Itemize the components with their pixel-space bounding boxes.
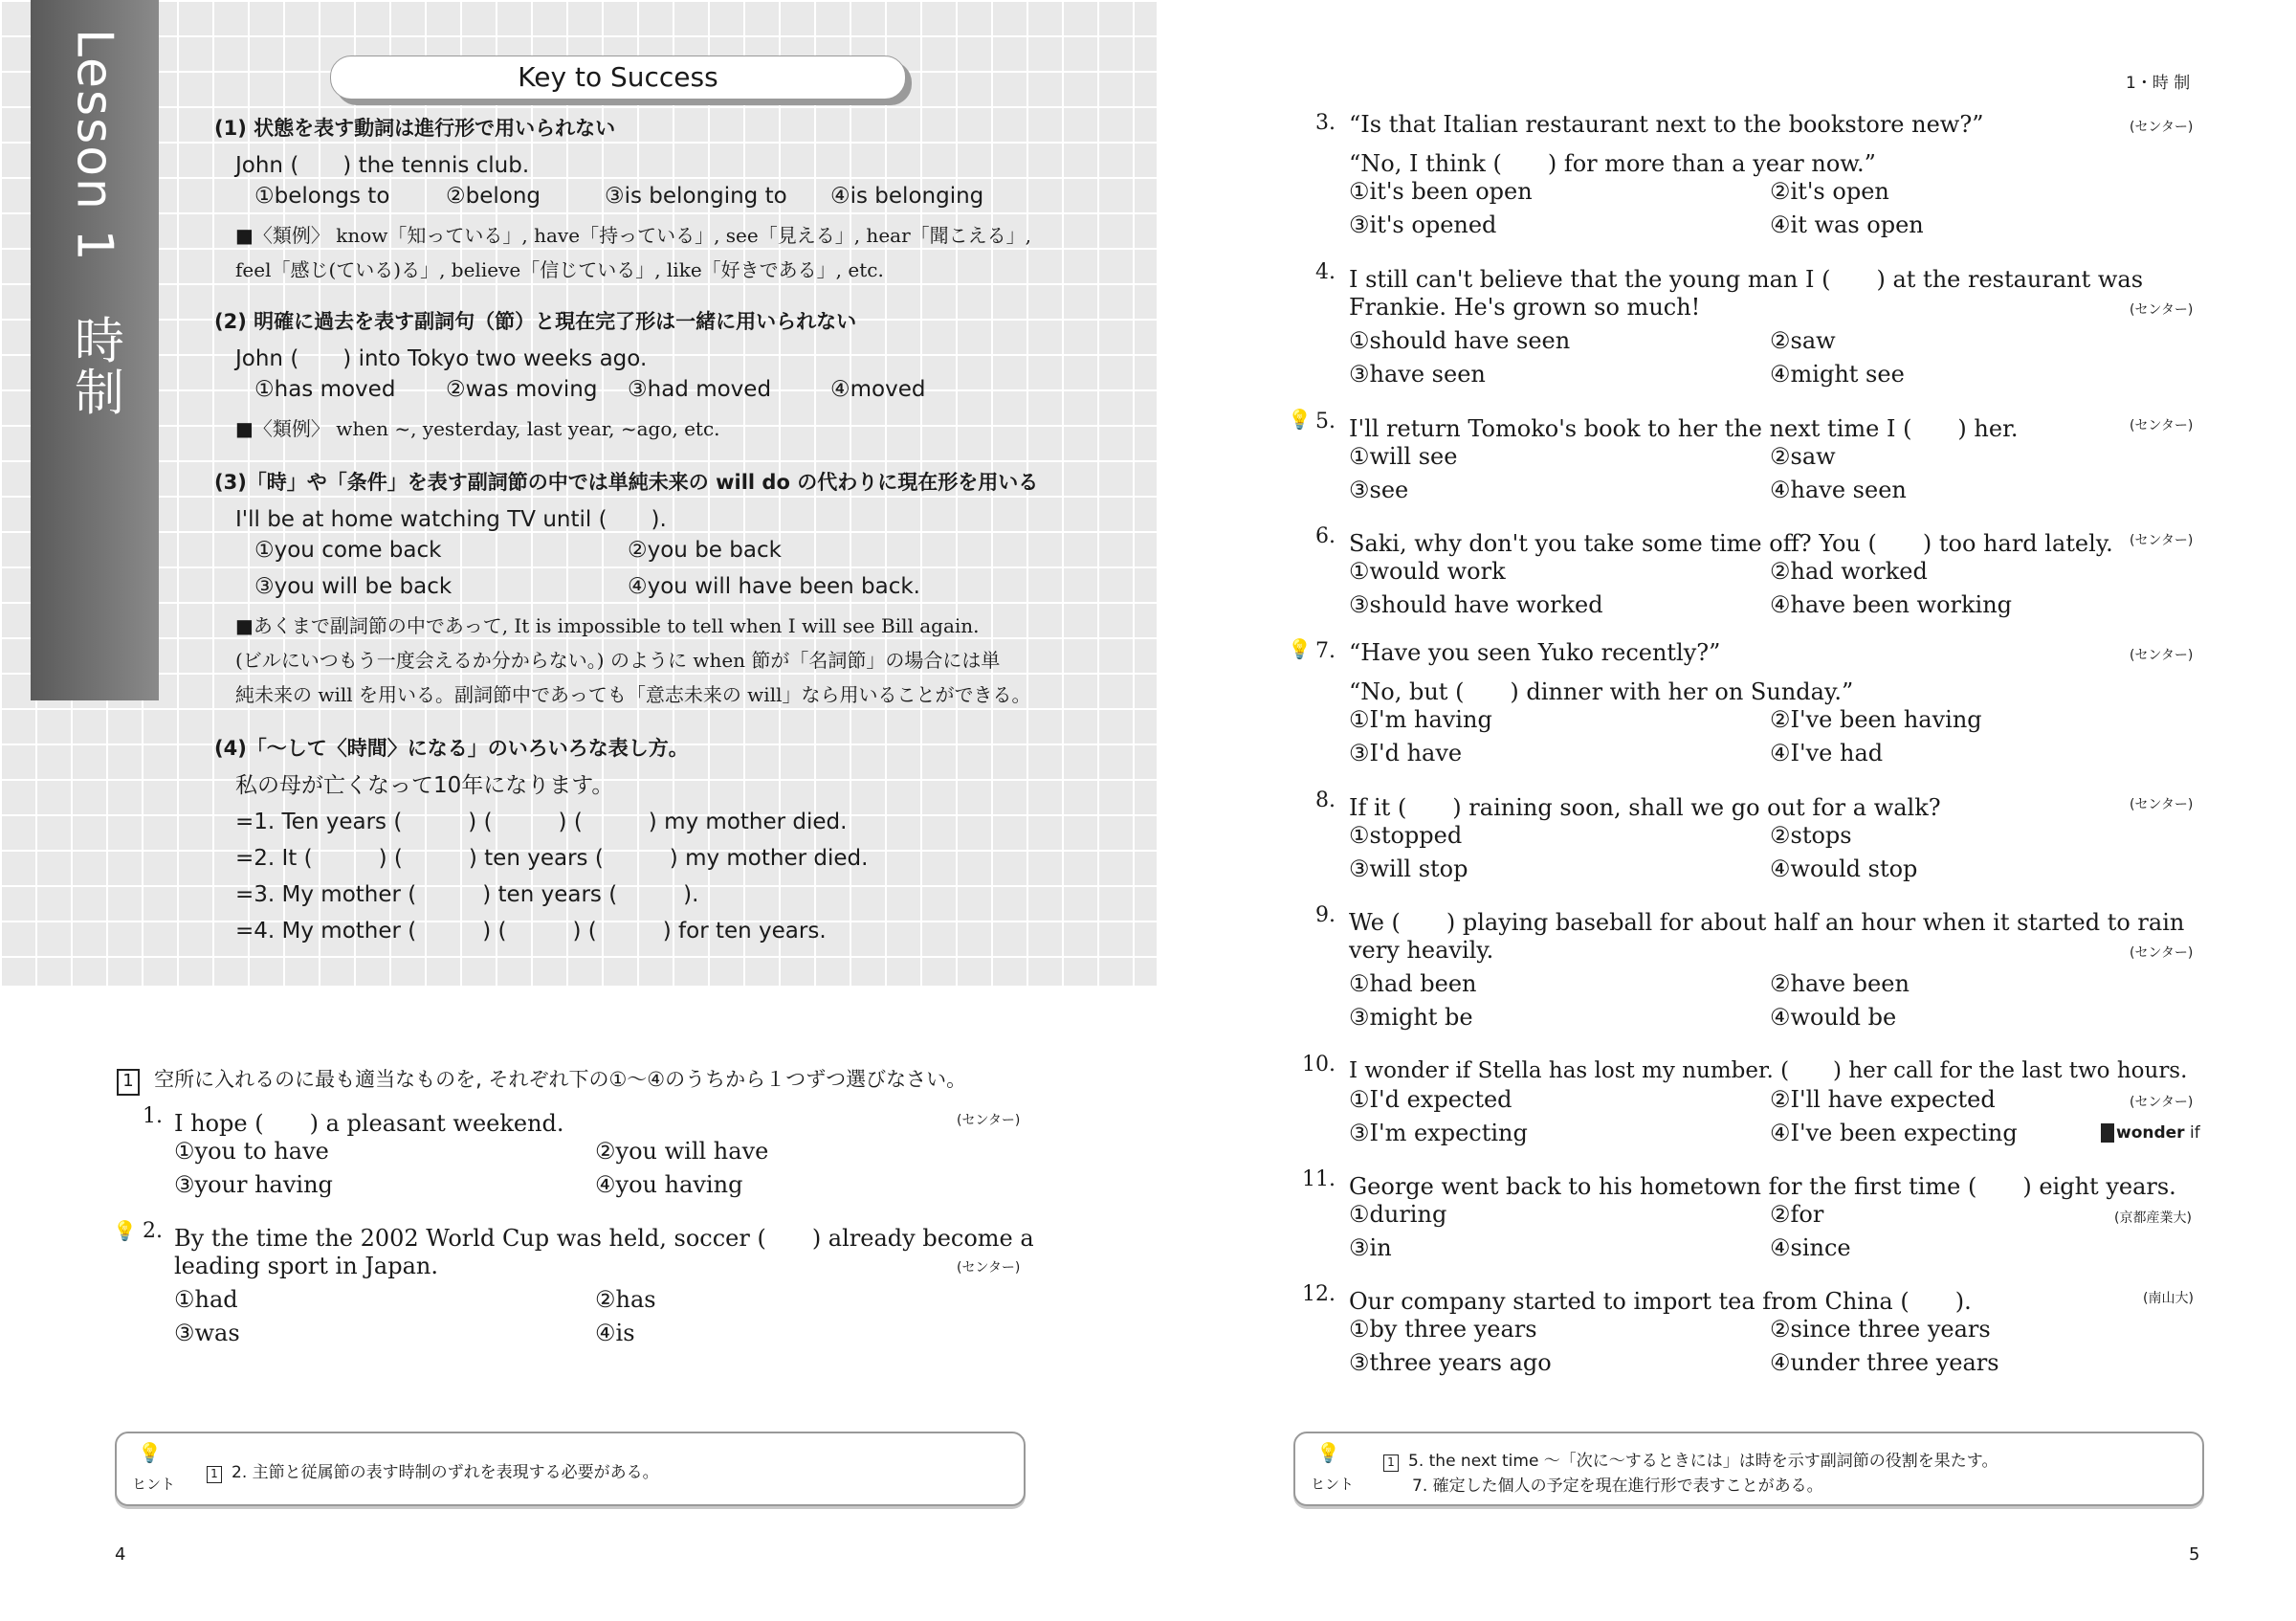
- key-option: ④is belonging: [830, 184, 984, 209]
- key-heading-1: (1) 状態を表す動詞は進行形で用いられない: [214, 117, 616, 140]
- lesson-tab-label: Lesson 1 時制: [65, 29, 123, 418]
- book-icon: [2101, 1123, 2114, 1143]
- answer-option[interactable]: ②had worked: [1770, 558, 1928, 585]
- question-text: George went back to his hometown for the first time ( ) eight years.: [1349, 1173, 2176, 1200]
- question-text: “Is that Italian restaurant next to the bookstore new?”: [1349, 111, 1984, 138]
- key-heading-2: (2) 明確に過去を表す副詞句（節）と現在完了形は一緒に用いられない: [214, 310, 857, 333]
- key-example-1: John ( ) the tennis club.: [235, 153, 530, 178]
- answer-option[interactable]: ②saw: [1770, 327, 1836, 354]
- key-note: ■あくまで副詞節の中であって, It is impossible to tell when I will see Bill again.: [235, 614, 980, 637]
- question-number: 3.: [1315, 111, 1336, 135]
- running-header: 1・時 制: [2126, 74, 2191, 93]
- answer-option[interactable]: ③three years ago: [1349, 1349, 1552, 1376]
- answer-option[interactable]: ①stopped: [1349, 822, 1463, 849]
- question-source: (センター): [2130, 648, 2194, 663]
- question-text: I wonder if Stella has lost my number. ( ) her call for the last two hours.: [1349, 1058, 2188, 1083]
- hint-bulb-icon: 💡: [1288, 408, 1312, 431]
- hint-bulb-icon: 💡: [1288, 637, 1312, 660]
- key-japanese-sentence: 私の母が亡くなって10年になります。: [235, 773, 614, 798]
- question-number: 7.: [1315, 639, 1336, 663]
- section-instruction: [117, 1064, 966, 1096]
- answer-option[interactable]: ①should have seen: [1349, 327, 1571, 354]
- key-note: (ビルにいつもう一度会えるか分からない。) のように when 節が「名詞節」の場合には単: [235, 649, 1001, 672]
- answer-option[interactable]: ②for: [1770, 1201, 1824, 1228]
- answer-option[interactable]: ①would work: [1349, 558, 1506, 585]
- answer-option[interactable]: ④since: [1770, 1234, 1851, 1261]
- section-instruction-text: 空所に入れるのに最も適当なものを, それぞれ下の①～④のうちから１つずつ選びなさい。: [154, 1068, 967, 1091]
- key-option: ①has moved: [254, 377, 396, 402]
- answer-option[interactable]: ②you will have: [595, 1138, 769, 1165]
- answer-option[interactable]: ①you to have: [174, 1138, 329, 1165]
- answer-option[interactable]: ①had: [174, 1286, 238, 1313]
- page-number: 5: [2189, 1544, 2200, 1565]
- answer-option[interactable]: ①I'd expected: [1349, 1086, 1512, 1113]
- question-text: “No, I think ( ) for more than a year now.”: [1349, 150, 1876, 177]
- key-rewrite-line: =3. My mother ( ) ten years ( ).: [235, 882, 699, 907]
- answer-option[interactable]: ②it's open: [1770, 178, 1889, 205]
- question-text: If it ( ) raining soon, shall we go out for a walk?: [1349, 794, 1941, 821]
- key-heading-3: (3)「時」や「条件」を表す副詞節の中では単純未来の will do の代わりに現在形を用いる: [214, 471, 1039, 494]
- answer-option[interactable]: ③I'd have: [1349, 740, 1463, 766]
- answer-option[interactable]: ④under three years: [1770, 1349, 1999, 1376]
- answer-option[interactable]: ②I've been having: [1770, 706, 1982, 733]
- answer-option[interactable]: ①I'm having: [1349, 706, 1492, 733]
- question-number: 2.: [143, 1219, 163, 1243]
- answer-option[interactable]: ①by three years: [1349, 1316, 1537, 1343]
- answer-option[interactable]: ③your having: [174, 1171, 333, 1198]
- answer-option[interactable]: ②since three years: [1770, 1316, 1991, 1343]
- question-number: 11.: [1302, 1167, 1336, 1191]
- question-text: Our company started to import tea from China ( ).: [1349, 1288, 1972, 1315]
- question-number: 9.: [1315, 903, 1336, 927]
- question-number: 6.: [1315, 524, 1336, 548]
- key-rewrite-line: =4. My mother ( ) ( ) ( ) for ten years.: [235, 919, 827, 944]
- question-source: (センター): [2130, 945, 2194, 961]
- question-text: “No, but ( ) dinner with her on Sunday.”: [1349, 678, 1854, 705]
- answer-option[interactable]: ④is: [595, 1320, 635, 1346]
- answer-option[interactable]: ③have seen: [1349, 361, 1486, 388]
- question-text: Frankie. He's grown so much!: [1349, 294, 1701, 321]
- question-text: By the time the 2002 World Cup was held, soccer ( ) already become a: [174, 1225, 1034, 1252]
- question-number: 1.: [143, 1104, 163, 1128]
- section-number: 1: [117, 1069, 140, 1096]
- question-text: very heavily.: [1349, 937, 1494, 964]
- answer-option[interactable]: ③it's opened: [1349, 211, 1497, 238]
- vocabulary-tag: wonder if: [2101, 1123, 2200, 1143]
- key-option: ①you come back: [254, 538, 442, 563]
- question-number: 8.: [1315, 788, 1336, 812]
- key-option: ②belong: [446, 184, 541, 209]
- hint-label: ヒント: [1311, 1476, 1355, 1493]
- answer-option[interactable]: ①during: [1349, 1201, 1447, 1228]
- answer-option[interactable]: ②stops: [1770, 822, 1852, 849]
- key-option: ①belongs to: [254, 184, 390, 209]
- question-source: (センター): [957, 1260, 1021, 1276]
- answer-option[interactable]: ③in: [1349, 1234, 1392, 1261]
- answer-option[interactable]: ②saw: [1770, 443, 1836, 470]
- hint-text: 7. 確定した個人の予定を現在進行形で表すことがある。: [1412, 1477, 1823, 1496]
- answer-option[interactable]: ③should have worked: [1349, 591, 1603, 618]
- answer-option[interactable]: ③see: [1349, 477, 1409, 503]
- question-source: (センター): [2130, 797, 2194, 812]
- answer-option[interactable]: ④might see: [1770, 361, 1905, 388]
- key-rewrite-line: =2. It ( ) ( ) ten years ( ) my mother died.: [235, 846, 869, 871]
- key-option: ②you be back: [628, 538, 782, 563]
- key-option: ③is belonging to: [605, 184, 787, 209]
- key-example-2: John ( ) into Tokyo two weeks ago.: [235, 346, 648, 371]
- page-number: 4: [115, 1544, 126, 1565]
- key-heading-4: (4)「～して〈時間〉になる」のいろいろな表し方。: [214, 737, 689, 760]
- question-number: 10.: [1302, 1053, 1336, 1077]
- question-text: Saki, why don't you take some time off? You ( ) too hard lately.: [1349, 530, 2113, 557]
- answer-option[interactable]: ①will see: [1349, 443, 1458, 470]
- question-source: (センター): [2130, 120, 2194, 135]
- key-option: ②was moving: [446, 377, 598, 402]
- question-text: leading sport in Japan.: [174, 1253, 438, 1279]
- hint-bulb-icon: 💡: [1316, 1441, 1340, 1464]
- answer-option[interactable]: ①it's been open: [1349, 178, 1533, 205]
- key-note: 純未来の will を用いる。副詞節中であっても「意志未来の will」なら用いることができる。: [235, 683, 1031, 706]
- hint-bulb-icon: 💡: [138, 1441, 162, 1464]
- key-example-3: I'll be at home watching TV until ( ).: [235, 507, 667, 532]
- hint-label: ヒント: [132, 1476, 176, 1493]
- key-note: ■〈類例〉 know「知っている」, have「持っている」, see「見える」, hear「聞こえる」,: [235, 224, 1031, 247]
- question-source: (センター): [2130, 302, 2194, 318]
- answer-option[interactable]: ③was: [174, 1320, 240, 1346]
- answer-option[interactable]: ④have been working: [1770, 591, 2013, 618]
- answer-option[interactable]: ②I'll have expected: [1770, 1086, 1996, 1113]
- question-source: (南山大): [2143, 1291, 2194, 1306]
- question-source: (京都産業大): [2114, 1210, 2192, 1226]
- key-option: ④you will have been back.: [628, 574, 920, 599]
- answer-option[interactable]: ③will stop: [1349, 855, 1468, 882]
- key-option: ③had moved: [628, 377, 772, 402]
- answer-option[interactable]: ④would stop: [1770, 855, 1918, 882]
- question-text: We ( ) playing baseball for about half an hour when it started to rain: [1349, 909, 2185, 936]
- key-to-success-title: Key to Success: [330, 56, 906, 100]
- answer-option[interactable]: ②have been: [1770, 970, 1910, 997]
- key-rewrite-line: =1. Ten years ( ) ( ) ( ) my mother died.: [235, 810, 848, 834]
- question-text: I hope ( ) a pleasant weekend.: [174, 1110, 564, 1137]
- answer-option[interactable]: ③I'm expecting: [1349, 1120, 1528, 1146]
- answer-option[interactable]: ①had been: [1349, 970, 1477, 997]
- key-option: ④moved: [830, 377, 926, 402]
- question-source: (センター): [2130, 418, 2194, 433]
- question-number: 12.: [1302, 1282, 1336, 1306]
- answer-option[interactable]: ③might be: [1349, 1004, 1473, 1031]
- question-text: I still can't believe that the young man I ( ) at the restaurant was: [1349, 266, 2144, 293]
- question-number: 4.: [1315, 260, 1336, 284]
- key-option: ③you will be back: [254, 574, 453, 599]
- key-note: feel「感じ(ている)る」, believe「信じている」, like「好きである」, etc.: [235, 258, 884, 281]
- hint-text: 1 2. 主節と従属節の表す時制のずれを表現する必要がある。: [207, 1458, 659, 1483]
- answer-option[interactable]: ④I've been expecting: [1770, 1120, 2018, 1146]
- question-source: (センター): [2130, 1095, 2194, 1110]
- answer-option[interactable]: ④I've had: [1770, 740, 1884, 766]
- answer-option[interactable]: ④it was open: [1770, 211, 1924, 238]
- question-source: (センター): [2130, 533, 2194, 548]
- answer-option[interactable]: ④you having: [595, 1171, 743, 1198]
- question-number: 5.: [1315, 410, 1336, 433]
- answer-option[interactable]: ②has: [595, 1286, 656, 1313]
- question-text: “Have you seen Yuko recently?”: [1349, 639, 1721, 666]
- question-text: I'll return Tomoko's book to her the next time I ( ) her.: [1349, 415, 2019, 442]
- answer-option[interactable]: ④have seen: [1770, 477, 1907, 503]
- question-source: (センター): [957, 1113, 1021, 1128]
- hint-text: 1 5. the next time ～「次に～するときには」は時を示す副詞節の役割を果たす。: [1383, 1447, 1998, 1472]
- answer-option[interactable]: ④would be: [1770, 1004, 1897, 1031]
- key-note: ■〈類例〉 when ~, yesterday, last year, ~ago, etc.: [235, 417, 720, 440]
- hint-bulb-icon: 💡: [113, 1219, 137, 1242]
